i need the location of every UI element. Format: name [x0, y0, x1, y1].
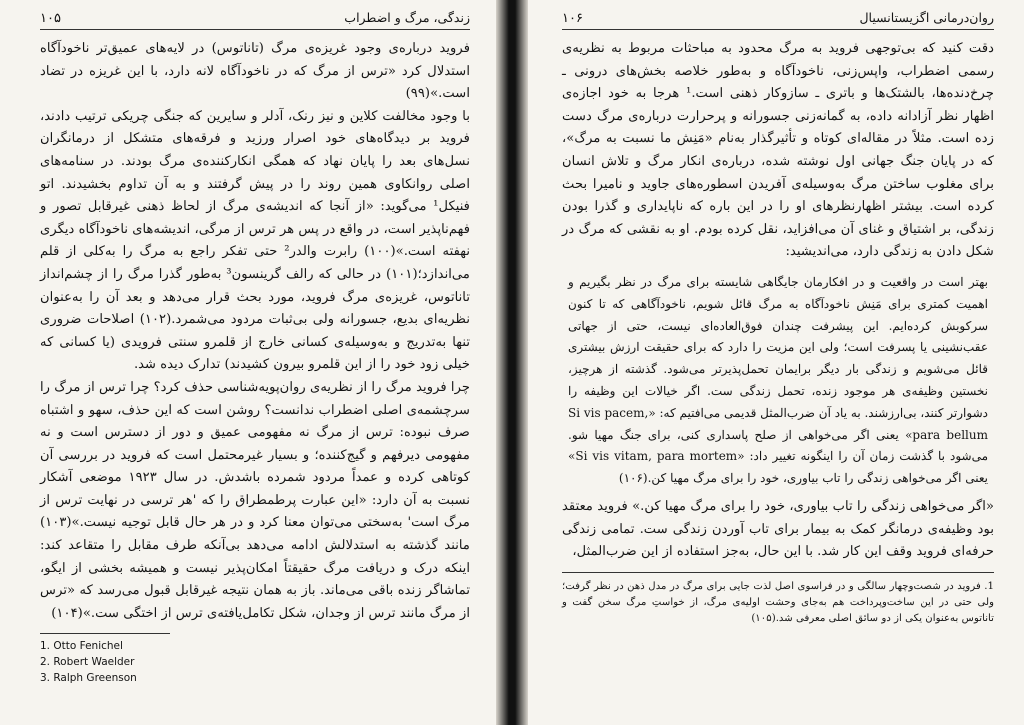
left-page-header [40, 10, 470, 30]
quote-text: بهتر است در واقعیت و در افکارمان جایگاهی شایسته برای مرگ در نظر بگیریم و اهمیت کمتری برای مَنِش ناخودآگاه به مرگ قائل شویم، ناخودآگاهی که تا کنون سرکوبش کرده‌ایم. این پیشرفت چندان فوق‌العاده‌ای نیست، حتی از جهاتی عقب‌نشینی یا پسرفت است؛ ولی این مزیت را دارد که برای حقیقت ارزش بیشتری قائل می‌شویم و زندگی بار دیگر برایمان تحمل‌پذیرتر می‌شود. گذشته از هرچیز، نخستین وظیفه‌ی هر موجود زنده، تحمل زندگی ست. اگر خیالات این وظیفه را دشوارتر کنند، بی‌ارزشند. به یاد آن ضرب‌المثل قدیمی می‌افتیم که: «Si vis pacem, para bellum» یعنی اگر می‌خواهی از صلح پاسداری کنی، برای جنگ مهیا شو. می‌شود با گذشت زمان آن را اینگونه تغییر داد: «Si vis vitam, para mortem» یعنی اگر می‌خواهی زندگی را تاب بیاوری، خود را برای مرگ مهیا کن.(۱۰۶) [568, 274, 989, 486]
right-page [528, 0, 1024, 725]
left-footnotes [40, 638, 470, 686]
right-footnote: 1. فروید در شصت‌وچهار سالگی و در فراسوی اصل لذت جایی برای مرگ در مدل ذهن در نظر گرفت؛ ولی حتی در این ساخت‌وپرداخت هم به‌جای وحشت اولیه‌ی مرگ، از خواستِ مرگ سخن گفت و تاناتوس به‌عنوان یکی از دو سائق اصلی معرفی شد.(۱۰۵) [562, 580, 994, 624]
right-page-body [562, 38, 994, 264]
left-header-title: زندگی، مرگ و اضطراب [344, 10, 470, 25]
paragraph: «اگر می‌خواهی زندگی را تاب بیاوری، خود را برای مرگ مهیا کن.» فروید معتقد بود وظیفه‌ی درمانگر کمک به بیمار برای تاب آوردن زندگی ست. تمامی زندگی حرفه‌ای فروید وقف این کار شد. با این حال، به‌جز استفاده از این ضرب‌المثل، [562, 498, 994, 560]
footnote: 1. Otto Fenichel [40, 640, 123, 653]
left-page-number: ۱۰۵ [40, 11, 61, 26]
left-page-body [40, 38, 470, 625]
paragraph: فروید درباره‌ی وجود غریزه‌ی مرگ (تاناتوس) در لایه‌های عمیق‌تر ناخودآگاه استدلال کرد «ترس از مرگ که در ناخودآگاه لانه دارد، با این غریزه در تضاد است.»(۹۹) [40, 41, 470, 102]
right-page-header [562, 10, 994, 30]
footnote-divider [562, 572, 994, 573]
left-page [0, 0, 496, 725]
book-gutter [496, 0, 528, 725]
paragraph: با وجود مخالفت کلاین و نیز رنک، آدلر و سایرین که جنگی چریکی ترتیب دادند، فروید بر دیدگاه‌های خود اصرار ورزید و فرقه‌های متشکل از درمانگران نسل‌های بعد را پایان نهاد که همگی انکارکننده‌ی مرگ بودند. در سنامه‌های اصلی روانکاوی همین روند را در پیش گرفتند و به آن تداوم بخشیدند. اتو فنیکل¹ می‌گوید: «از آنجا که اندیشه‌ی مرگ از لحاظ ذهنی غیرقابل تصور و فهم‌ناپذیر است، در واقع در پس هر ترس از مرگی، اندیشه‌های ناخودآگاه دیگری نهفته است.»(۱۰۰) رابرت والدر² حتی تفکر راجع به مرگ را به‌کلی از قلم می‌اندازد؛(۱۰۱) در حالی که رالف گرینسون³ به‌طور گذرا مرگ را از چشم‌انداز تاناتوس، غریزه‌ی مرگ فروید، مورد بحث قرار می‌دهد و بعد آن را به‌عنوان نظریه‌ای بدیع، جسورانه ولی بی‌ثبات مردود می‌شمرد.(۱۰۲) اصلاحات ضروری تنها به‌تدریج و به‌وسیله‌ی کسانی خارج از قلمرو سنتی فرویدی (یا کسانی که خیلی زود خود را از این قلمرو بیرون کشیدند) تدارک دیده شد. [40, 108, 470, 373]
paragraph: دقت کنید که بی‌توجهی فروید به مرگ محدود به مباحثات مربوط به نظریه‌ی رسمی اضطراب، واپس‌زنی، ناخودآگاه و به‌طور خلاصه بخش‌های درونی ـ چرخ‌دنده‌ها، بالشتک‌ها و باتری ـ سازوکار ذهنی است.¹ هرجا به خود اجازه‌ی اظهار نظر آزادانه داده، به گمانه‌زنی جسورانه و پرحرارت درباره‌ی مرگ دست زده است. مثلاً در مقاله‌ای کوتاه و تأثیرگذار به‌نام «مَنِش ما نسبت به مرگ»، که در پایان جنگ جهانی اول نوشته شده، درباره‌ی انکار مرگ و تلاش انسان برای مغلوب ساختن مرگ به‌وسیله‌ی آفریدن اسطوره‌های جاوید و نامیرا بحث کرده است. بیشتر اظهارنظرهای او را در این باره که ناپایداری و گذرا بودن زندگی، بر اشتیاق و غنای آن می‌افزاید، نقل کرده بودم. او به نقشی که مرگ در شکل دادن به زندگی دارد، می‌اندیشید: [562, 41, 994, 260]
paragraph: چرا فروید مرگ را از نظریه‌ی روان‌پویه‌شناسی حذف کرد؟ چرا ترس از مرگ را سرچشمه‌ی اصلی اضطراب ندانست؟ روشن است که این حذف، سهو و اشتباه صرف نبوده: ترس از مرگ نه مفهومی عمیق و دور از دسترس است و نه مفهومی دیرفهم و گیج‌کننده؛ و بسیار غیرمحتمل است که فروید در بررسی آن کوتاهی کرده و عمداً مردود شمرده باشدش. در سال ۱۹۲۳ موضعی آشکار نسبت به آن دارد: «این عبارت پرطمطراق را که 'هر ترسی در نهایت ترس از مرگ است' به‌سختی می‌توان معنا کرد و در هر حال قابل توجیه نیست.»(۱۰۳) مانند گذشته به استدلالش ادامه می‌دهد بی‌آنکه طرف مقابل را متقاعد کند: اینکه درک و دریافت مرگ حقیقتاً امکان‌پذیر نیست و همیشه بخشی از ایگو، تماشاگر زنده باقی می‌ماند. باز به همان نتیجه غیرقابل قبول می‌رسد که «ترس از مرگ مانند ترس از وجدان، شکل تکامل‌یافته‌ی ترس از اختگی ست.»(۱۰۴) [40, 379, 471, 621]
footnote: 2. Robert Waelder [40, 656, 135, 669]
right-page-body-continued [562, 496, 994, 564]
footnote-divider [40, 633, 170, 634]
right-header-title: روان‌درمانی اگزیستانسیال [859, 10, 994, 25]
footnote: 3. Ralph Greenson [40, 672, 137, 685]
block-quote [568, 272, 988, 490]
right-page-number: ۱۰۶ [562, 11, 583, 26]
